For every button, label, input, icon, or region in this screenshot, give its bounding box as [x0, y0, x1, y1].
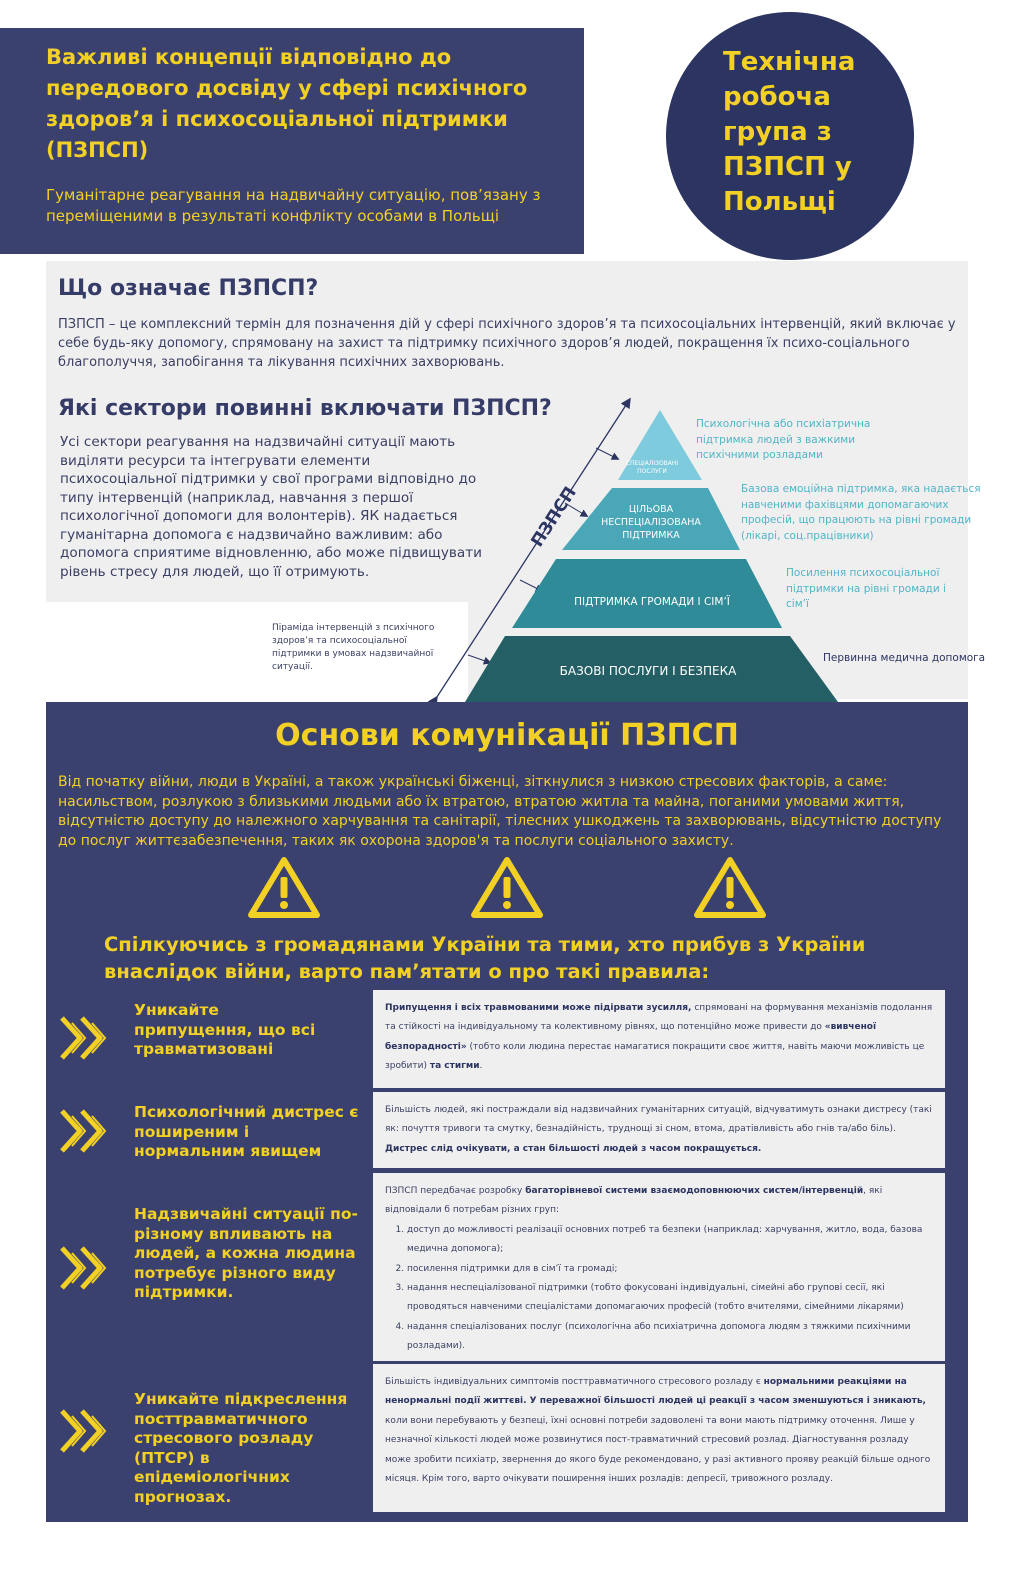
double-chevron-icon [58, 1406, 118, 1456]
tip-run: багаторівневої системи взаємодоповнюючих систем/інтервенцій [525, 1186, 864, 1196]
tip-list-item: 1. доступ до можливості реалізації основних потреб та безпеки (наприклад: харчування, житло, вода, базова медична допомога); [407, 1221, 933, 1260]
level-note-4: Первинна медична допомога [823, 652, 986, 664]
tip-run: Дистрес слід очікувати, а стан більшості людей з часом покращується. [385, 1143, 762, 1154]
pyramid-level-community [512, 559, 782, 628]
tip-label-3: Надзвичайні ситуації по-різному впливають на людей, а кожна людина потребує різного виду підтримки. [134, 1205, 358, 1301]
tip-run: ПЗПСП передбачає розробку [385, 1186, 526, 1196]
tip-box-2 [373, 1092, 945, 1168]
communication-lead: Спілкуючись з громадянами України та тими, хто прибув з України внаслідок війни, варто пам’ятати о про такі правила: [104, 933, 866, 983]
sectors-heading: Які сектори повинні включати ПЗПСП? [58, 396, 552, 421]
communication-intro: Від початку війни, люди в Україні, а також українські біженці, зіткнулися з низкою стресових факторів, а саме: насильством, розлукою з близькими людьми або їх втратою, втратою житла та майна, поганими умовами життя, відсутністю доступу до належного харчування та санітарії, тілесних ушкоджень та захворювань, відсутністю доступу до послуг життєзабезпечення, таких як охорона здоров'я та послуги соціального захисту. [58, 774, 942, 849]
tip-list-item: 3. надання неспеціалізованої підтримки (тобто фокусовані індивідуальні, сімейні або групові сесії, які проводяться навченими спеціалістами допомагаючих професій (тобто вчителями, сімейними лікарями) [407, 1279, 933, 1318]
sectors-text: Усі сектори реагування на надзвичайні ситуації мають виділяти ресурси та інтегрувати елементи психосоціальної підтримки у свої програми відповідно до типу інтервенцій (наприклад, навчання з першої психологічної допомоги для волонтерів). ЯК надається гуманітарна допомога є надзвичайно важливим: або допомога сприятиме відновленню, або може підвищувати рівень стресу для людей, що її отримують. [60, 434, 483, 580]
level-label-4: БАЗОВІ ПОСЛУГИ І БЕЗПЕКА [559, 664, 737, 678]
level-label-3: ПІДТРИМКА ГРОМАДИ І СІМ’Ї [574, 596, 730, 608]
warning-icon [693, 855, 767, 919]
pyramid-tick-4 [468, 655, 488, 662]
tip-list-item: 4. надання спеціалізованих послуг (психологічна або психіатрична допомога людям з тяжкими психічними розладами). [407, 1318, 933, 1357]
tip-run: (тобто коли людина перестає намагатися покращити своє життя, навіть маючи можливість це зробити) [385, 1041, 925, 1072]
working-group-badge-text: Технічна робоча група з ПЗПСП у Польщі [723, 47, 856, 217]
tip-run: спрямовані на формування механізмів подолання та стійкості на індивідуальному та колективному рівнях, що потенційно може привести до [385, 1003, 933, 1033]
what-heading: Що означає ПЗПСП? [58, 276, 319, 301]
pyramid-axis-label: ПЗПСП [527, 483, 581, 551]
warning-icon [470, 855, 544, 919]
tip-run: , які відповідали б потребам різних груп: [385, 1186, 883, 1216]
tip-label-2: Психологічний дистрес є поширеним і нормальним явищем [134, 1103, 359, 1160]
level-label-2: ЦІЛЬОВА НЕСПЕЦІАЛІЗОВАНА ПІДТРИМКА [601, 504, 701, 541]
tip-run: нормальними реакціями на ненормальні події життєві. У переважної більшості людей ці реакції з часом зменшуються і зникають, [385, 1377, 926, 1407]
tip-label-1: Уникайте припущення, що всі травматизовані [134, 1001, 316, 1058]
tip-text-3 [385, 1186, 882, 1215]
tip-box-4 [373, 1364, 945, 1512]
level-label-1: СПЕЦІАЛІЗОВАНІ ПОСЛУГИ [625, 460, 679, 475]
level-note-2: Базова емоційна підтримка, яка надається навченими фахівцями допомагаючих професій, що працюють на рівні громади (лікарі, соц.працівники) [741, 483, 981, 542]
tip-run: коли вони перебувають у безпеці, їхні основні потреби задоволені та вони мають підтримку оточення. Лише у незначної кількості людей може розвинутися пост-травматичний стресовий розлад. Діагностування розладу може зробити психіатр, звернення до якого буде рекомендовано, у разі активного прояву реакцій більше одного місяця. Крім того, варто очікувати поширення інших розладів: депресії, тривожного розладу. [385, 1415, 931, 1485]
tip-list [385, 1221, 933, 1357]
pyramid-caption: Піраміда інтервенцій з психічного здоров’я та психосоціальної підтримки в умовах надзвичайної ситуації. [272, 623, 435, 672]
tip-box-3 [373, 1173, 945, 1361]
double-chevron-icon [58, 1013, 118, 1063]
page-subtitle: Гуманітарне реагування на надвичайну ситуацію, пов’язану з переміщеними в результаті конфлікту особами в Польщі [46, 186, 541, 225]
double-chevron-icon [58, 1106, 118, 1156]
communication-title: Основи комунікації ПЗПСП [275, 718, 739, 753]
warning-icon [247, 855, 321, 919]
tip-box-1 [373, 990, 945, 1088]
tip-text-2 [385, 1105, 932, 1154]
tip-run: та стигми [429, 1061, 480, 1072]
what-text: ПЗПСП – це комплексний термін для позначення дій у сфері психічного здоров’я та психосоціальних інтервенцій, який включає у себе будь-яку допомогу, спрямовану на захист та підтримку психічного здоров’я людей, покращення їх психо-соціального благополуччя, запобігання та лікування психічних захворювань. [58, 317, 956, 370]
pyramid-tick-3 [520, 580, 540, 590]
double-chevron-icon [58, 1243, 118, 1293]
level-note-1: Психологічна або психіатрична підтримка людей з важкими психічними розладами [696, 418, 871, 461]
tip-text-4 [385, 1377, 930, 1484]
tip-run: . [479, 1061, 483, 1072]
tip-run: Більшість людей, які постраждали від надзвичайних гуманітарних ситуацій, відчуватимуть ознаки дистресу (такі як: почуття тривоги та смутку, безнадійність, труднощі зі сном, втома, дратівливість або гнів та/або біль). [385, 1105, 932, 1135]
tip-list-item: 2. посилення підтримки для в сім’ї та громаді; [407, 1260, 933, 1279]
tip-text-1 [385, 1003, 932, 1071]
tip-run: Більшість індивідуальних симптомів посттравматичного стресового розладу є [385, 1377, 764, 1387]
pyramid-tick-1 [596, 448, 616, 458]
tip-run: «вивченої безпорадності» [385, 1022, 877, 1052]
tip-run: Припущення і всіх травмованими може підірвати зусилля, [385, 1003, 692, 1013]
tip-label-4: Уникайте підкреслення посттравматичного стресового розладу (ПТСР) в епідеміологічних прогнозах. [134, 1390, 348, 1506]
page-title: Важливі концепції відповідно до передового досвіду у сфері психічного здоров’я і психосоціальної підтримки (ПЗПСП) [46, 45, 528, 162]
level-note-3: Посилення психосоціальної підтримки на рівні громади і сім’ї [786, 567, 946, 610]
